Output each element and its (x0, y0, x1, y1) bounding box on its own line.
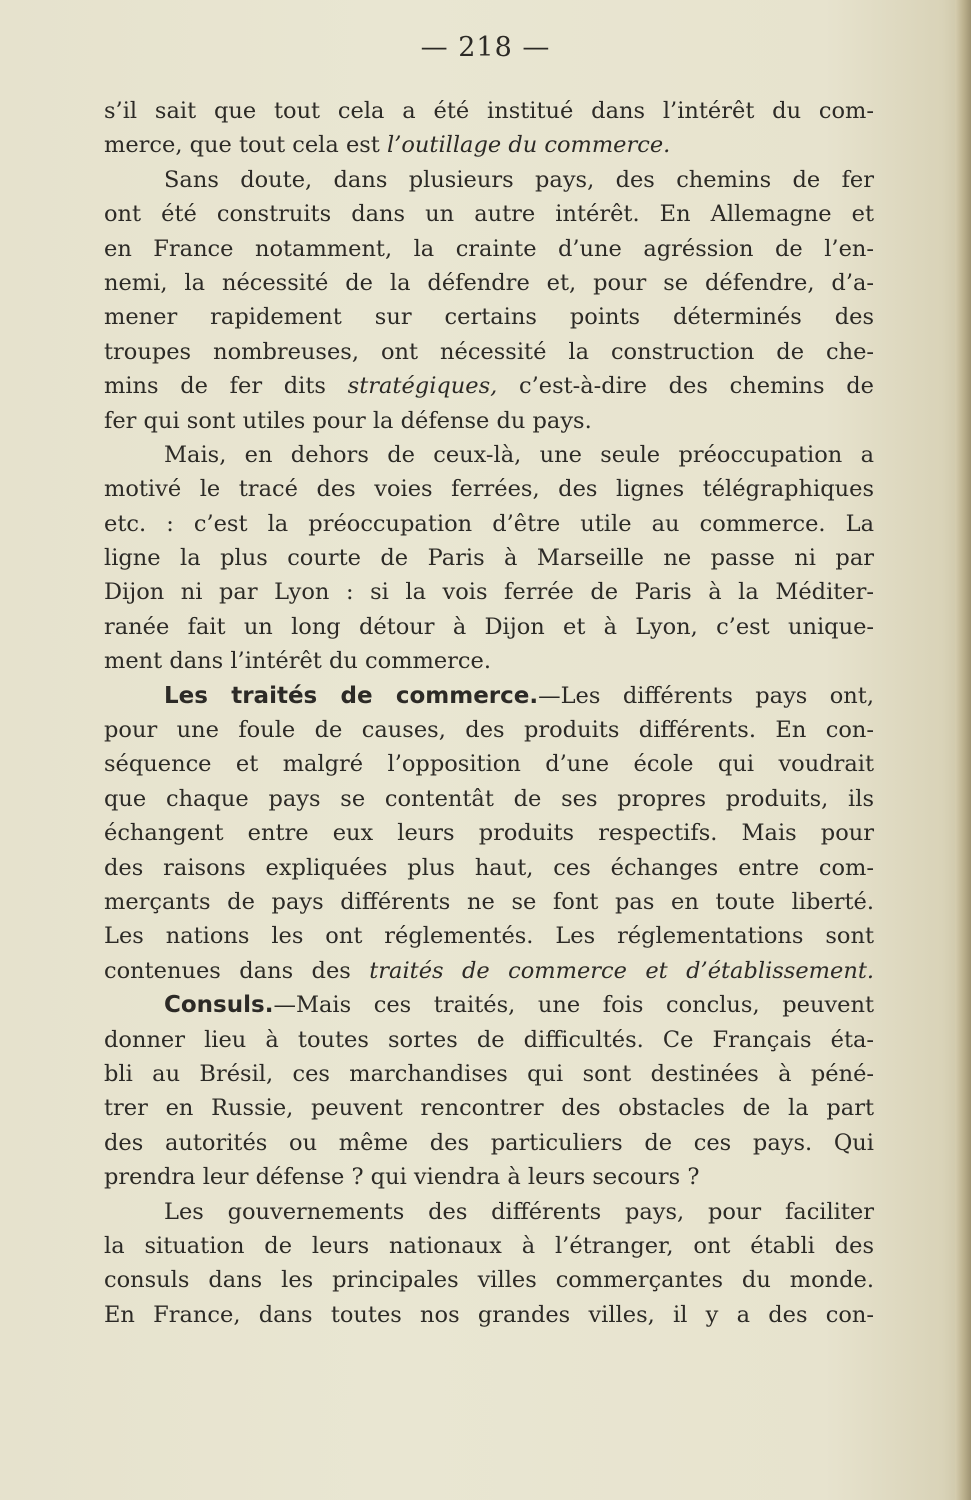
text-segment: contenues dans des (104, 957, 351, 984)
paragraph-start (104, 988, 874, 1022)
text-line: troupes nombreuses, ont nécessité la construction de che- (104, 338, 874, 365)
text-line: séquence et malgré l’opposition d’une école qui voudrait (104, 751, 874, 778)
text-line: ont été construits dans un autre intérêt. En Allemagne et (104, 201, 874, 228)
text-line: donner lieu à toutes sortes de difficultés. Ce Français éta- (104, 1026, 874, 1053)
text-line: ment dans l’intérêt du commerce. (104, 648, 492, 675)
text-line: mener rapidement sur certains points déterminés des (104, 304, 874, 331)
text-line: ligne la plus courte de Paris à Marseille ne passe ni par (104, 545, 874, 572)
text-line (104, 369, 874, 403)
text-line: bli au Brésil, ces marchandises qui sont destinées à péné- (104, 1060, 874, 1087)
text-line: prendra leur défense ? qui viendra à leurs secours ? (104, 1164, 700, 1191)
paragraph-start: Les gouvernements des différents pays, pour faciliter (164, 1198, 874, 1225)
section-heading-consuls: Consuls. (164, 992, 274, 1019)
text-line: etc. : c’est la préoccupation d’être utile au commerce. La (104, 510, 874, 537)
paragraph-start: Mais, en dehors de ceux-là, une seule préoccupation a (164, 441, 874, 468)
paragraph-start: Sans doute, dans plusieurs pays, des chemins de fer (164, 166, 874, 193)
text-line: En France, dans toutes nos grandes villes, il y a des con- (104, 1301, 874, 1328)
section-heading-traites: Les traités de commerce. (164, 682, 539, 709)
body-text (104, 94, 874, 1332)
text-segment: mins de fer dits (104, 373, 326, 400)
text-line: pour une foule de causes, des produits différents. En con- (104, 717, 874, 744)
text-line: s’il sait que tout cela a été institué dans l’intérêt du com- (104, 98, 874, 124)
text-line: consuls dans les principales villes commerçantes du monde. (104, 1267, 874, 1294)
text-line: nemi, la nécessité de la défendre et, pour se défendre, d’a- (104, 269, 874, 296)
text-line: en France notamment, la crainte d’une agréssion de l’en- (104, 235, 874, 262)
text-line: merçants de pays différents ne se font pas en toute liberté. (104, 888, 874, 915)
text-line: fer qui sont utiles pour la défense du pays. (104, 407, 592, 434)
text-line: ranée fait un long détour à Dijon et à Lyon, c’est unique- (104, 613, 874, 640)
text-line: que chaque pays se contentât de ses propres produits, ils (104, 785, 874, 812)
text-line: des raisons expliquées plus haut, ces échanges entre com- (104, 854, 874, 881)
text-line: Dijon ni par Lyon : si la vois ferrée de Paris à la Méditer- (104, 579, 874, 606)
italic-phrase: traités de commerce et d’établissement. (369, 957, 875, 984)
page-edge (955, 0, 971, 1500)
text-segment: —Les différents pays ont, (538, 682, 874, 709)
text-segment: merce, que tout cela est (104, 132, 380, 159)
text-line: motivé le tracé des voies ferrées, des lignes télégraphiques (104, 476, 874, 503)
italic-phrase: l’outillage du commerce. (387, 132, 671, 159)
page-number: — 218 — (420, 32, 551, 63)
text-line: la situation de leurs nationaux à l’étranger, ont établi des (104, 1232, 874, 1259)
text-line (104, 954, 874, 988)
text-line: trer en Russie, peuvent rencontrer des obstacles de la part (104, 1095, 874, 1122)
paragraph-start (104, 679, 874, 713)
text-line: Les nations les ont réglementés. Les réglementations sont (104, 923, 874, 950)
text-line: des autorités ou même des particuliers de ces pays. Qui (104, 1129, 874, 1156)
italic-phrase: stratégiques, (347, 373, 498, 400)
text-line (104, 128, 874, 162)
text-line: échangent entre eux leurs produits respectifs. Mais pour (104, 820, 874, 847)
text-segment: —Mais ces traités, une fois conclus, peuvent (273, 992, 874, 1019)
text-segment: c’est-à-dire des chemins de (519, 373, 874, 400)
